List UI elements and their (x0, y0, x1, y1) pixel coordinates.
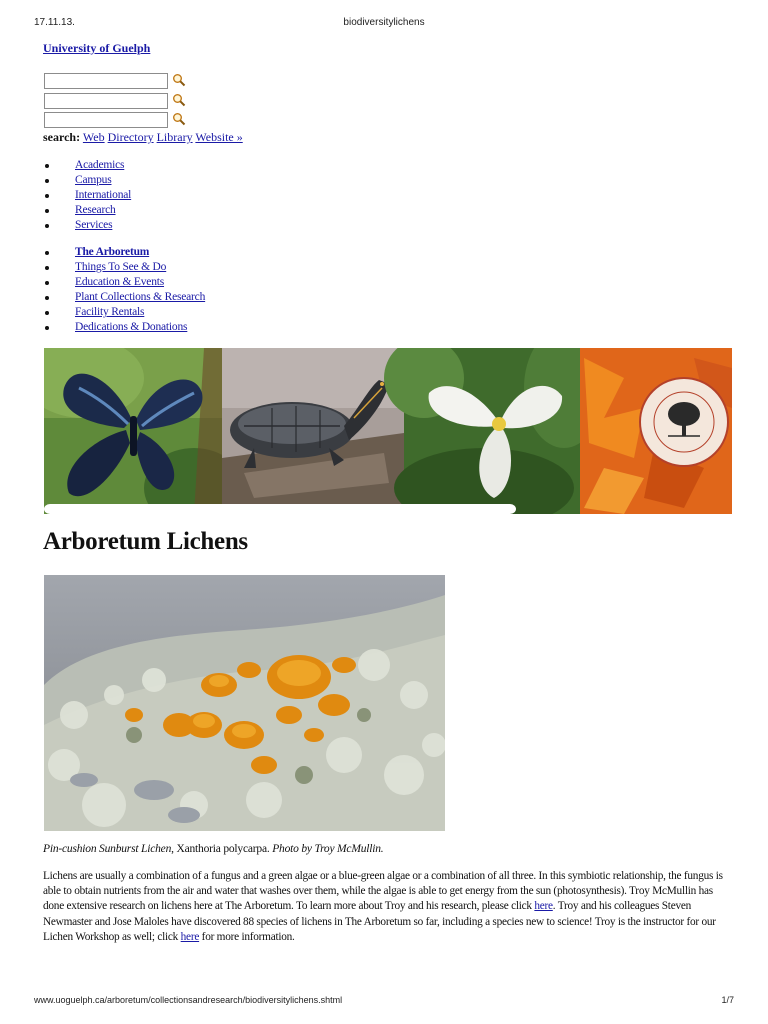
page-title: Arboretum Lichens (43, 528, 248, 555)
nav-plant-collections[interactable]: Plant Collections & Research (75, 291, 206, 303)
page-number: 1/7 (721, 995, 734, 1005)
nav-item (60, 260, 205, 275)
nav-international[interactable]: International (75, 189, 132, 201)
search-website-link[interactable]: Website » (195, 130, 243, 144)
search-input-3[interactable] (44, 112, 168, 128)
nav-item (60, 320, 205, 335)
nav-item (60, 305, 205, 320)
search-links (43, 130, 243, 145)
magnifier-icon[interactable] (172, 112, 186, 126)
nav-the-arboretum[interactable]: The Arboretum (75, 246, 150, 258)
maple-leaves-photo (580, 348, 732, 514)
paragraph-text-3: for more information. (199, 930, 295, 943)
nav-academics[interactable]: Academics (75, 159, 125, 171)
magnifier-icon[interactable] (172, 73, 186, 87)
caption-common-name: Pin-cushion Sunburst Lichen (43, 843, 172, 855)
search-directory-link[interactable]: Directory (107, 130, 154, 144)
nav-item (60, 158, 131, 173)
search-web-link[interactable]: Web (82, 130, 105, 144)
search-input-2[interactable] (44, 93, 168, 109)
search-library-link[interactable]: Library (156, 130, 193, 144)
arboretum-nav (60, 245, 205, 335)
university-link[interactable]: University of Guelph (43, 41, 151, 55)
paragraph-text-2: . Troy and his colleagues Steven Newmaster and Jose Maloles have discovered 88 species of lichens in The Arboretum so far, including a species new to science! Troy is the instructor for our Lichen Workshop as well; click (43, 900, 716, 943)
nav-item (60, 218, 131, 233)
header-banner (44, 348, 732, 514)
search-label: search: (43, 130, 81, 144)
print-date: 17.11.13. (34, 17, 75, 28)
photo-caption (43, 843, 383, 855)
troy-research-link[interactable]: here (534, 900, 553, 913)
nav-item (60, 173, 131, 188)
lichen-photo (44, 575, 445, 831)
magnifier-icon[interactable] (172, 93, 186, 107)
nav-dedications[interactable]: Dedications & Donations (75, 321, 188, 333)
nav-item (60, 203, 131, 218)
nav-item (60, 245, 205, 260)
nav-facility-rentals[interactable]: Facility Rentals (75, 306, 145, 318)
main-nav (60, 158, 131, 233)
nav-education-events[interactable]: Education & Events (75, 276, 165, 288)
trillium-photo (384, 348, 604, 514)
nav-things-to-see[interactable]: Things To See & Do (75, 261, 167, 273)
search-input-1[interactable] (44, 73, 168, 89)
lichen-workshop-link[interactable]: here (180, 930, 200, 943)
butterfly-photo (44, 348, 244, 514)
nav-campus[interactable]: Campus (75, 174, 112, 186)
caption-credit: Photo by Troy McMullin. (272, 843, 384, 855)
body-paragraph (43, 869, 733, 945)
caption-scientific-name: , Xanthoria polycarpa. (171, 843, 273, 855)
print-footer (34, 995, 734, 1009)
nav-services[interactable]: Services (75, 219, 113, 231)
print-title: biodiversitylichens (343, 17, 425, 28)
print-url: www.uoguelph.ca/arboretum/collectionsandresearch/biodiversitylichens.shtml (34, 995, 343, 1005)
print-header (34, 17, 734, 31)
nav-item (60, 188, 131, 203)
turtle-photo (222, 348, 404, 514)
paragraph-text-1: Lichens are usually a combination of a fungus and a green algae or a blue-green algae or a combination of all three. In this symbiotic relationship, the fungus is able to obtain nutrients from the air and water that washes over them, while the algae is able to get energy from the sun (photosynthesis). Troy McMullin has done extensive research on lichens here at The Arboretum. To learn more about Troy and his research, please click (43, 870, 723, 913)
nav-item (60, 275, 205, 290)
nav-research[interactable]: Research (75, 204, 116, 216)
nav-item (60, 290, 205, 305)
